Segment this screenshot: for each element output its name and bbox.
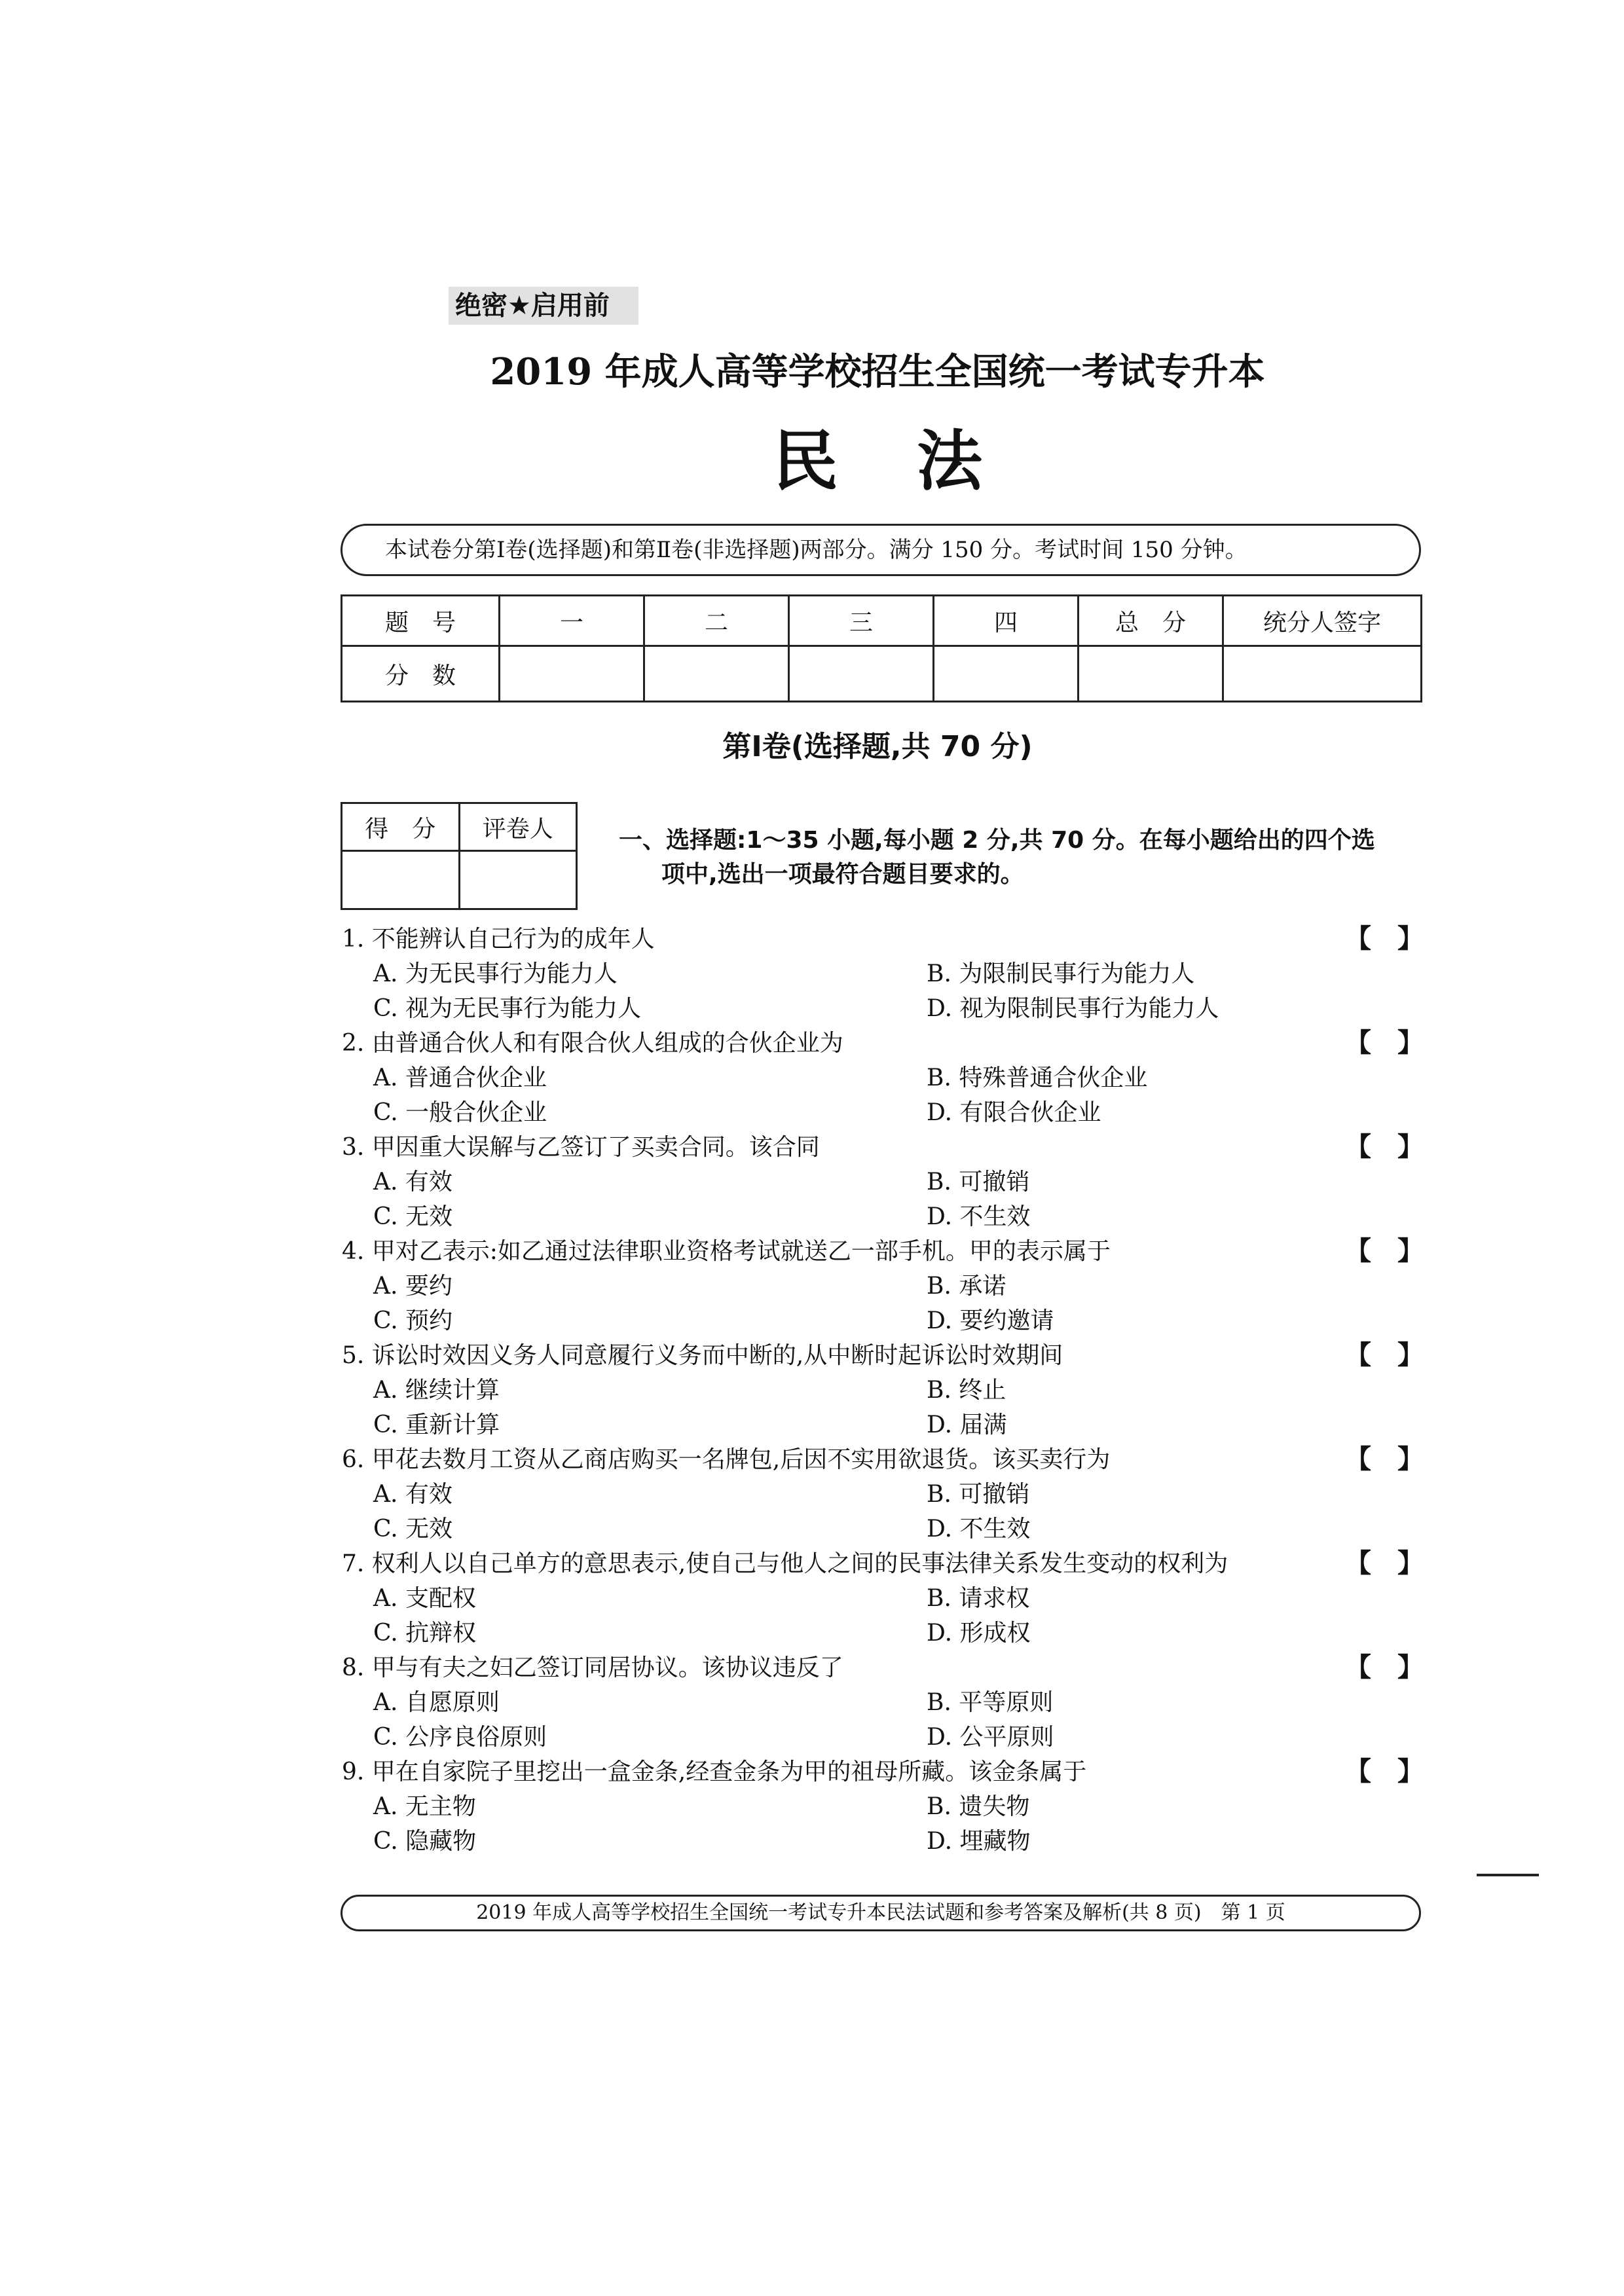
score-input-cell[interactable] bbox=[934, 646, 1079, 702]
question-options bbox=[342, 1269, 1429, 1338]
option-item: D. 不生效 bbox=[927, 1516, 1031, 1542]
question-item bbox=[342, 1338, 1429, 1442]
answer-bracket[interactable] bbox=[1345, 1442, 1424, 1477]
question-item bbox=[342, 1650, 1429, 1755]
bracket-open: 【 bbox=[1345, 1236, 1371, 1266]
score-header-cell: 统分人签字 bbox=[1223, 596, 1422, 646]
option-item: C. 抗辩权 bbox=[373, 1620, 477, 1647]
score-input-cell[interactable] bbox=[789, 646, 934, 702]
bracket-close: 】 bbox=[1397, 1444, 1424, 1474]
option-item: A. 要约 bbox=[373, 1273, 452, 1300]
question-stem: 7. 权利人以自己单方的意思表示,使自己与他人之间的民事法律关系发生变动的权利为 bbox=[342, 1550, 1228, 1577]
question-options bbox=[342, 1581, 1429, 1650]
score-header-cell: 三 bbox=[789, 596, 934, 646]
section-instructions-line1: 一、选择题:1～35 小题,每小题 2 分,共 70 分。在每小题给出的四个选 bbox=[619, 827, 1375, 854]
question-line bbox=[342, 1650, 1429, 1685]
part1-title: 第Ⅰ卷(选择题,共 70 分) bbox=[722, 730, 1033, 763]
option-item: A. 为无民事行为能力人 bbox=[373, 960, 618, 987]
option-item: B. 可撤销 bbox=[927, 1169, 1030, 1195]
question-stem: 9. 甲在自家院子里挖出一盒金条,经查金条为甲的祖母所藏。该金条属于 bbox=[342, 1758, 1087, 1785]
score-input-cell[interactable] bbox=[1223, 646, 1422, 702]
bracket-open: 【 bbox=[1345, 1652, 1371, 1683]
option-item: B. 可撤销 bbox=[927, 1481, 1030, 1508]
option-item: A. 普通合伙企业 bbox=[373, 1065, 547, 1091]
option-item: C. 公序良俗原则 bbox=[373, 1724, 547, 1751]
grader-score-label: 得 分 bbox=[342, 803, 460, 851]
question-stem: 1. 不能辨认自己行为的成年人 bbox=[342, 926, 655, 953]
answer-bracket[interactable] bbox=[1345, 1650, 1424, 1685]
question-stem: 2. 由普通合伙人和有限合伙人组成的合伙企业为 bbox=[342, 1030, 843, 1057]
score-input-cell[interactable] bbox=[500, 646, 644, 702]
bracket-close: 】 bbox=[1397, 1236, 1424, 1266]
question-item bbox=[342, 1234, 1429, 1338]
grader-name-label: 评卷人 bbox=[459, 803, 577, 851]
question-item bbox=[342, 1755, 1429, 1859]
option-item: C. 无效 bbox=[373, 1516, 453, 1542]
option-item: C. 视为无民事行为能力人 bbox=[373, 995, 642, 1022]
question-stem: 8. 甲与有夫之妇乙签订同居协议。该协议违反了 bbox=[342, 1654, 843, 1681]
question-options bbox=[342, 1373, 1429, 1442]
option-item: D. 有限合伙企业 bbox=[927, 1099, 1101, 1126]
option-item: B. 遗失物 bbox=[927, 1793, 1030, 1820]
score-header-cell: 总 分 bbox=[1079, 596, 1223, 646]
score-header-cell: 一 bbox=[500, 596, 644, 646]
option-item: D. 形成权 bbox=[927, 1620, 1031, 1647]
secret-label: 绝密★启用前 bbox=[449, 287, 638, 325]
option-item: A. 有效 bbox=[373, 1481, 452, 1508]
question-options bbox=[342, 1165, 1429, 1234]
score-header-cell: 四 bbox=[934, 596, 1079, 646]
grader-name-cell[interactable] bbox=[459, 851, 577, 909]
answer-bracket[interactable] bbox=[1345, 1130, 1424, 1165]
option-item: A. 自愿原则 bbox=[373, 1689, 500, 1716]
exam-notice: 本试卷分第Ⅰ卷(选择题)和第Ⅱ卷(非选择题)两部分。满分 150 分。考试时间 150 分钟。 bbox=[341, 524, 1421, 576]
answer-bracket[interactable] bbox=[1345, 1755, 1424, 1789]
bracket-close: 】 bbox=[1397, 1652, 1424, 1683]
score-table-score-row bbox=[342, 646, 1422, 702]
option-item: C. 重新计算 bbox=[373, 1412, 500, 1438]
score-row-label: 分 数 bbox=[342, 646, 500, 702]
answer-bracket[interactable] bbox=[1345, 1338, 1424, 1373]
bracket-open: 【 bbox=[1345, 1340, 1371, 1370]
answer-bracket[interactable] bbox=[1345, 922, 1424, 957]
option-item: D. 公平原则 bbox=[927, 1724, 1054, 1751]
question-options bbox=[342, 957, 1429, 1026]
grader-box bbox=[341, 802, 578, 910]
option-item: B. 平等原则 bbox=[927, 1689, 1054, 1716]
question-line bbox=[342, 1338, 1429, 1373]
question-item bbox=[342, 1130, 1429, 1234]
exam-title: 2019 年成人高等学校招生全国统一考试专升本 bbox=[490, 350, 1265, 393]
option-item: D. 要约邀请 bbox=[927, 1307, 1054, 1334]
score-table-header-row bbox=[342, 596, 1422, 646]
grader-score-cell[interactable] bbox=[342, 851, 460, 909]
score-header-cell: 二 bbox=[644, 596, 789, 646]
question-item bbox=[342, 1546, 1429, 1650]
section-instructions-line2: 项中,选出一项最符合题目要求的。 bbox=[661, 861, 1024, 888]
question-options bbox=[342, 1685, 1429, 1755]
option-item: A. 继续计算 bbox=[373, 1377, 500, 1404]
option-item: A. 支配权 bbox=[373, 1585, 476, 1612]
answer-bracket[interactable] bbox=[1345, 1546, 1424, 1581]
score-table bbox=[341, 594, 1422, 702]
answer-bracket[interactable] bbox=[1345, 1026, 1424, 1061]
bracket-close: 】 bbox=[1397, 924, 1424, 954]
question-options bbox=[342, 1789, 1429, 1859]
question-item bbox=[342, 1442, 1429, 1546]
option-item: D. 视为限制民事行为能力人 bbox=[927, 995, 1219, 1022]
page-footer: 2019 年成人高等学校招生全国统一考试专升本民法试题和参考答案及解析(共 8 页) 第 1 页 bbox=[341, 1895, 1421, 1931]
question-line bbox=[342, 1026, 1429, 1061]
bracket-open: 【 bbox=[1345, 1757, 1371, 1787]
question-stem: 3. 甲因重大误解与乙签订了买卖合同。该合同 bbox=[342, 1134, 820, 1161]
bracket-open: 【 bbox=[1345, 1028, 1371, 1058]
bracket-open: 【 bbox=[1345, 1548, 1371, 1578]
bracket-close: 】 bbox=[1397, 1132, 1424, 1162]
question-stem: 5. 诉讼时效因义务人同意履行义务而中断的,从中断时起诉讼时效期间 bbox=[342, 1342, 1063, 1369]
bracket-close: 】 bbox=[1397, 1028, 1424, 1058]
question-stem: 6. 甲花去数月工资从乙商店购买一名牌包,后因不实用欲退货。该买卖行为 bbox=[342, 1446, 1111, 1473]
option-item: D. 埋藏物 bbox=[927, 1828, 1031, 1855]
question-item bbox=[342, 1026, 1429, 1130]
subject-title: 民法 bbox=[773, 423, 1061, 500]
bracket-open: 【 bbox=[1345, 1444, 1371, 1474]
question-line bbox=[342, 1442, 1429, 1477]
question-line bbox=[342, 1546, 1429, 1581]
option-item: B. 承诺 bbox=[927, 1273, 1006, 1300]
bracket-close: 】 bbox=[1397, 1757, 1424, 1787]
option-item: C. 预约 bbox=[373, 1307, 453, 1334]
question-list bbox=[342, 922, 1429, 1859]
question-item bbox=[342, 922, 1429, 1026]
option-item: B. 终止 bbox=[927, 1377, 1006, 1404]
question-options bbox=[342, 1477, 1429, 1546]
score-input-cell[interactable] bbox=[644, 646, 789, 702]
option-item: C. 隐藏物 bbox=[373, 1828, 477, 1855]
question-line bbox=[342, 1234, 1429, 1269]
bracket-close: 】 bbox=[1397, 1340, 1424, 1370]
question-options bbox=[342, 1061, 1429, 1130]
section-instructions bbox=[619, 824, 1424, 892]
option-item: B. 特殊普通合伙企业 bbox=[927, 1065, 1148, 1091]
bracket-close: 】 bbox=[1397, 1548, 1424, 1578]
question-line bbox=[342, 922, 1429, 957]
option-item: B. 为限制民事行为能力人 bbox=[927, 960, 1195, 987]
option-item: D. 届满 bbox=[927, 1412, 1007, 1438]
option-item: D. 不生效 bbox=[927, 1203, 1031, 1230]
option-item: C. 无效 bbox=[373, 1203, 453, 1230]
bracket-open: 【 bbox=[1345, 924, 1371, 954]
question-line bbox=[342, 1755, 1429, 1789]
bracket-open: 【 bbox=[1345, 1132, 1371, 1162]
option-item: A. 无主物 bbox=[373, 1793, 476, 1820]
option-item: B. 请求权 bbox=[927, 1585, 1030, 1612]
question-stem: 4. 甲对乙表示:如乙通过法律职业资格考试就送乙一部手机。甲的表示属于 bbox=[342, 1238, 1111, 1265]
score-input-cell[interactable] bbox=[1079, 646, 1223, 702]
score-header-cell: 题 号 bbox=[342, 596, 500, 646]
margin-dash bbox=[1477, 1874, 1539, 1876]
question-line bbox=[342, 1130, 1429, 1165]
option-item: C. 一般合伙企业 bbox=[373, 1099, 547, 1126]
answer-bracket[interactable] bbox=[1345, 1234, 1424, 1269]
option-item: A. 有效 bbox=[373, 1169, 452, 1195]
